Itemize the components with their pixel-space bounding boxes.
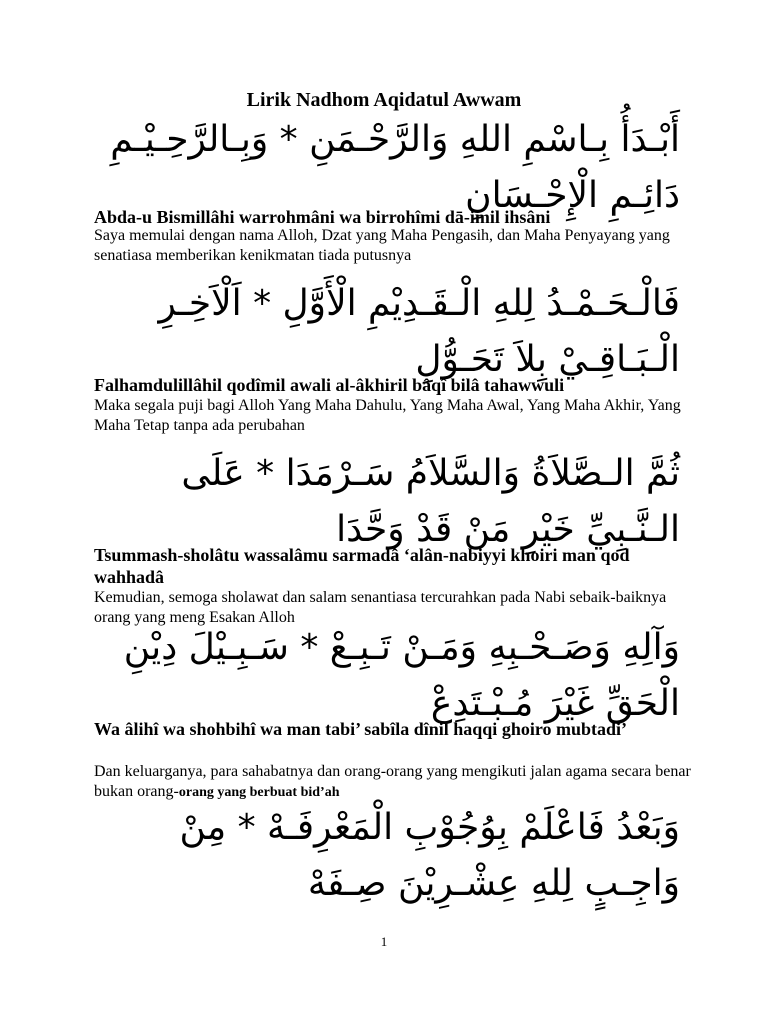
arabic-verse-4: وَآلِهِ وَصَـحْـبِهِ وَمَـنْ تَـبِـعْ * سَـبِـيْلَ دِيْنِ الْحَقِّ غَيْرَ مُـبْـتَدِعْ <box>123 627 680 724</box>
translation-verse-2: Maka segala puji bagi Alloh Yang Maha Dahulu, Yang Maha Awal, Yang Maha Akhir, Yang Maha Tetap tanpa ada perubahan <box>94 397 681 434</box>
arabic-verse-1: أَبْـدَأُ بِـاسْمِ اللهِ وَالرَّحْـمَنِ * وَبِـالرَّحِـيْـمِ دَائِـمِ الْإِحْـسَانِ <box>110 119 680 216</box>
page-title: Lirik Nadhom Aqidatul Awwam <box>246 89 522 111</box>
page-number: 1 <box>380 934 388 949</box>
latin-verse-4: Wa âlihî wa shohbihî wa man tabi’ sabîla dînil haqqi ghoiro mubtadi’ <box>94 719 628 739</box>
translation-verse-4-bold: orang yang berbuat bid’ah <box>178 785 340 800</box>
arabic-verse-5: وَبَعْدُ فَاعْلَمْ بِوُجُوْبِ الْمَعْرِفَـهْ * مِنْ وَاجِـبٍ لِلهِ عِشْـرِيْنَ صِـفَهْ <box>179 807 680 904</box>
latin-verse-1: Abda-u Bismillâhi warrohmâni wa birrohîmi dā-imil ihsâni <box>94 207 551 227</box>
latin-verse-3: Tsummash-sholâtu wassalâmu sarmadâ ‘alân-nabiyyi khoiri man qod wahhadâ <box>94 545 630 587</box>
arabic-verse-2: فَالْـحَـمْـدُ لِلهِ الْـقَـدِيْمِ الْأَوَّلِ * اَلْاَخِـرِ الْـبَـاقِـيْ بِلاَ تَحَـوُّلِ <box>158 283 680 380</box>
arabic-verse-3: ثُمَّ الـصَّلاَةُ وَالسَّلاَمُ سَـرْمَدَا * عَلَى الـنَّـبِيِّ خَيْرِ مَنْ قَدْ وَحَّدَا <box>181 453 680 550</box>
translation-verse-4-text: Dan keluarganya, para sahabatnya dan orang-orang yang mengikuti jalan agama secara benar bukan orang- <box>94 763 691 800</box>
translation-verse-3: Kemudian, semoga sholawat dan salam senantiasa tercurahkan pada Nabi sebaik-baiknya orang yang meng Esakan Alloh <box>94 589 667 626</box>
latin-verse-2: Falhamdulillâhil qodîmil awali al-âkhiril bâqî bilâ tahawwuli <box>94 375 565 395</box>
translation-verse-1: Saya memulai dengan nama Alloh, Dzat yang Maha Pengasih, dan Maha Penyayang yang senatiasa memberikan kenikmatan tiada putusnya <box>94 227 670 264</box>
translation-verse-4 <box>94 762 694 803</box>
